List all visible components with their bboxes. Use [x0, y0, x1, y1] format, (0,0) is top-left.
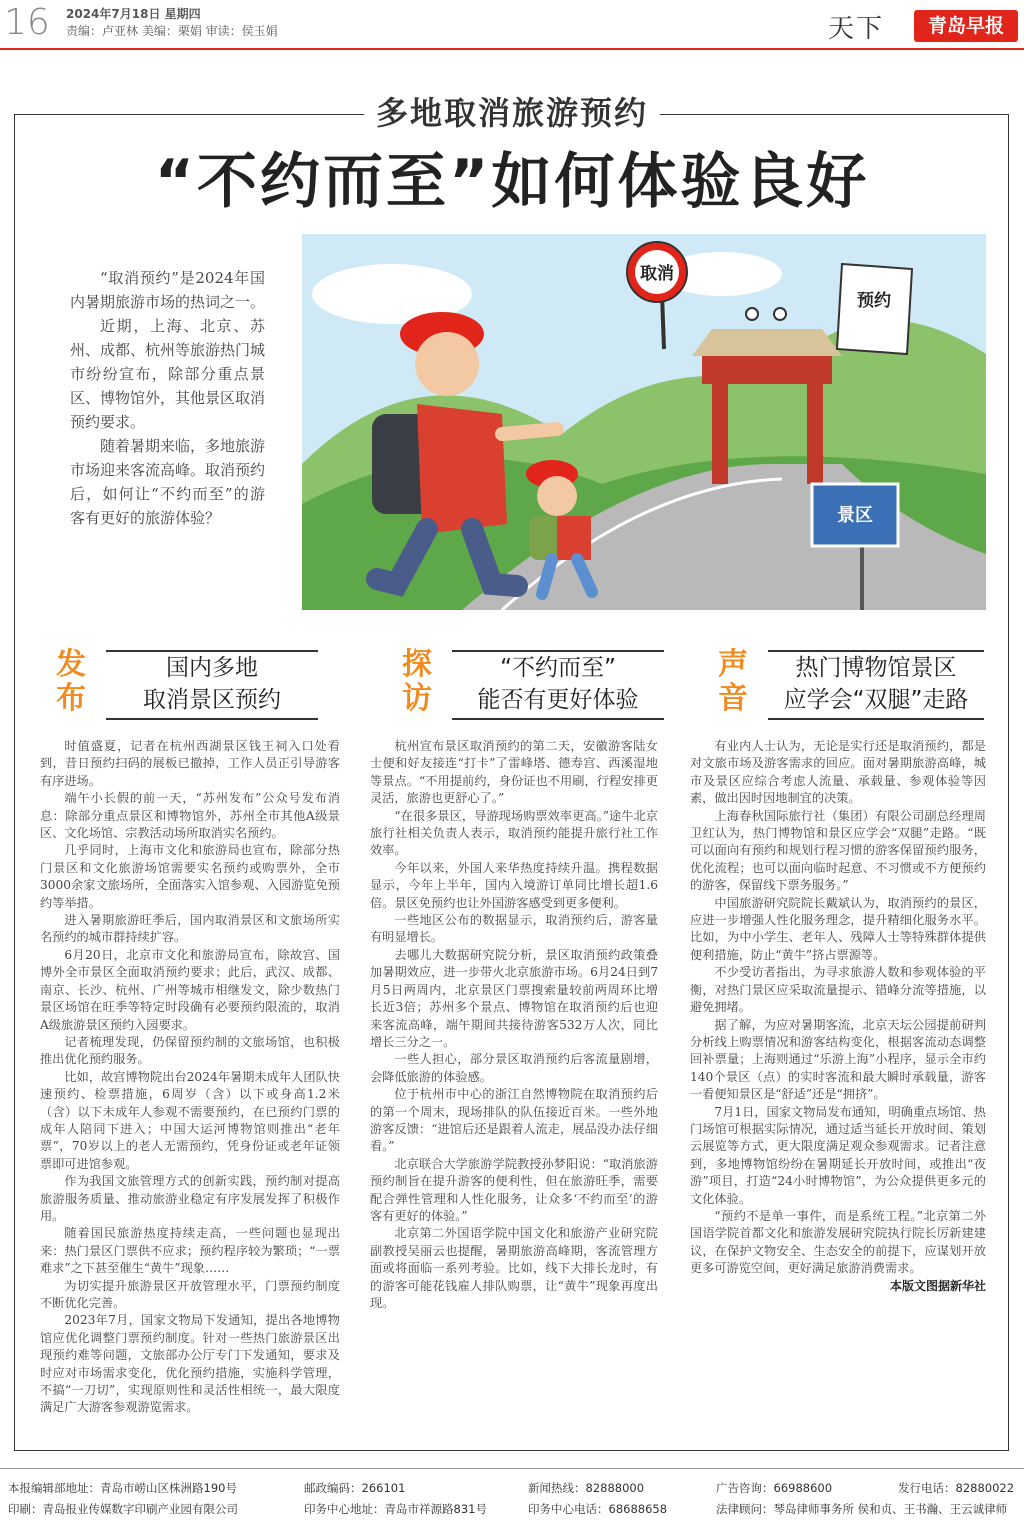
masthead: [0, 0, 1024, 46]
frame-bottom: [14, 1450, 1009, 1451]
header-meta: [66, 6, 278, 40]
section-title-line: 能否有更好体验: [477, 687, 639, 713]
article-title: “不约而至”如何体验良好: [154, 147, 870, 217]
scenic-sign-text: 景区: [837, 505, 873, 526]
body-paragraph: 记者梳理发现，仍保留预约制的文旅场馆，也积极推出优化预约服务。: [40, 1034, 340, 1067]
footer-printer: 印刷：青岛报业传媒数字印刷产业园有限公司: [8, 1502, 238, 1516]
body-paragraph: 位于杭州市中心的浙江自然博物院在取消预约后的第一个周末，现场排队的队伍接近百米。一些外地游客反馈：“进馆后还是跟着人流走，展品没办法仔细看。”: [370, 1087, 658, 1154]
body-paragraph: 北京第二外国语学院中国文化和旅游产业研究院副教授吴丽云也提醒，暑期旅游高峰期，客流管理方面或将面临一系列考验。比如，线下大排长龙时，有的游客可能花钱雇人排队购票，让“黄牛”现象再度出现。: [370, 1226, 658, 1310]
body-paragraph: 为切实提升旅游景区开放管理水平，门票预约制度不断优化完善。: [40, 1278, 340, 1310]
body-paragraph: 杭州宣布景区取消预约的第二天，安徽游客陆女士便和好友接连“打卡”了雷峰塔、德寿宫、西溪湿地等景点。“不用提前约，身份证也不用刷，行程安排更灵活，旅游也更舒心了。”: [370, 739, 658, 806]
section-head-release: [56, 648, 318, 720]
body-paragraph: 进入暑期旅游旺季后，国内取消景区和文旅场所实名预约的城市群持续扩容。: [40, 913, 340, 945]
body-paragraph: 中国旅游研究院院长戴斌认为，取消预约的景区，应进一步增强人性化服务理念，提升精细化服务水平。比如，为中小学生、老年人、残障人士等特殊群体提供便利措施，防止“黄牛”挤占票源等。: [690, 895, 986, 962]
body-paragraph: 比如，故宫博物院出台2024年暑期未成年人团队快速预约、检票措施，6周岁（含）以下或身高1.2米（含）以下未成年人参观不需要预约，在已预约门票的成年人陪同下进入；中国大运河博物馆则推出“老年票”，70岁以上的老人无需预约，凭身份证或老年证领票即可进馆参观。: [40, 1069, 340, 1171]
body-paragraph: 作为我国文旅管理方式的创新实践，预约制对提高旅游服务质量、推动旅游业稳定有序发展发挥了积极作用。: [40, 1174, 340, 1223]
body-paragraph: 端午小长假的前一天，“苏州发布”公众号发布消息：除部分重点景区和博物馆外，苏州全市其他A级景区、文化场馆、宗教活动场所取消实名预约。: [40, 791, 340, 841]
section-head-visit: [402, 648, 664, 720]
frame-top-left: [14, 114, 364, 115]
footer-legal: 法律顾问：琴岛律师事务所 侯和贞、王书瀚、王云诚律师: [716, 1502, 1008, 1516]
section-rule-bottom: [106, 718, 318, 720]
body-paragraph: 6月20日，北京市文化和旅游局宣布，除故宫、国博外全市景区全面取消预约要求；此后，武汉、成都、南京、长沙、杭州、广州等城市相继发文，除少数热门景区场馆在旺季等特定时段确有必要预约限流的，取消A级旅游景区预约入园要求。: [40, 947, 340, 1032]
column-release: [40, 738, 340, 1417]
body-paragraph: 随着国民旅游热度持续走高，一些问题也显现出来：热门景区门票供不应求；预约程序较为繁琐；“一票难求”之下甚至催生“黄牛”现象……: [40, 1226, 340, 1276]
frame-right: [1008, 114, 1009, 1450]
body-paragraph: 有业内人士认为，无论是实行还是取消预约，都是对文旅市场及游客需求的回应。面对暑期旅游高峰，城市及景区应综合考虑人流量、承载量、参观体验等因素，做出因时因地制宜的决策。: [690, 739, 986, 806]
footer-print-phone: 印务中心电话：68688658: [528, 1502, 668, 1516]
column-visit: [370, 738, 658, 1312]
cartoon-svg: [302, 234, 986, 610]
footer-news-hotline: 新闻热线：82888000: [528, 1481, 645, 1495]
body-paragraph: 北京联合大学旅游学院教授孙梦阳说：“取消旅游预约制旨在提升游客的便利性，但在旅游旺季，需要配合弹性管理和人性化服务，让众多‘不约而至’的游客有更好的体验。”: [370, 1156, 658, 1223]
body-paragraph: 时值盛夏，记者在杭州西湖景区钱王祠入口处看到，昔日预约扫码的展板已撤掉，工作人员正引导游客有序进场。: [40, 739, 340, 788]
frame-top-right: [660, 114, 1009, 115]
section-title-line: 热门博物馆景区: [795, 655, 957, 681]
body-paragraph: 一些人担心，部分景区取消预约后客流量剧增，会降低旅游的体验感。: [370, 1052, 658, 1084]
footer-print-address: 印务中心地址：青岛市祥源路831号: [304, 1502, 487, 1516]
reserve-sign-text: 预约: [857, 291, 891, 311]
footer-address: 本报编辑部地址：青岛市崂山区株洲路190号: [8, 1481, 237, 1495]
body-paragraph: 去哪儿大数据研究院分析，景区取消预约政策叠加暑期效应，进一步带火北京旅游市场。6月24日到7月5日两周内，北京景区门票搜索量较前两周环比增长近3倍；苏州多个景点、博物馆在取消预约后也迎来客流高峰，端午期间共接待游客532万人次，同比增长三分之一。: [370, 947, 658, 1049]
body-paragraph: 据了解，为应对暑期客流，北京天坛公园提前研判分析线上购票情况和游客结构变化，根据客流动态调整回补票量；上海则通过“乐游上海”小程序，显示全市约140个景区（点）的实时客流和最大瞬时承载量，游客一看便知景区是“舒适”还是“拥挤”。: [690, 1017, 986, 1102]
frame-left: [14, 114, 15, 1450]
body-paragraph: 7月1日，国家文物局发布通知，明确重点场馆、热门场馆可根据实际情况，通过适当延长开放时间、策划云展览等方式，更大限度满足观众参观需求。记者注意到，多地博物馆纷纷在暑期延长开放时间，或推出“夜游”项目，打造“24小时博物馆”，为公众提供更多元的文化体验。: [690, 1104, 986, 1206]
issue-date: 2024年7月18日 星期四: [66, 7, 201, 21]
intro-paragraph: 随着暑期来临，多地旅游市场迎来客流高峰。取消预约后，如何让“不约而至”的游客有更好的旅游体验？: [70, 437, 266, 527]
photo-credit: 本版文图据新华社: [889, 1278, 986, 1293]
intro-text: [70, 266, 265, 530]
section-title-line: 取消景区预约: [143, 687, 281, 713]
body-paragraph: 上海春秋国际旅行社（集团）有限公司副总经理周卫红认为，热门博物馆和景区应学会“双腿”走路。“既可以面向有预约和规划行程习惯的游客保留预约服务，优化流程；也可以面向临时起意、不习惯或不方便预约的游客，保留线下票务服务。”: [690, 808, 986, 893]
section-rule-bottom: [768, 718, 984, 720]
page-number: 16: [4, 2, 50, 43]
section-title: [106, 652, 318, 716]
body-paragraph: 几乎同时，上海市文化和旅游局也宣布，除部分热门景区和文化旅游场馆需要实名预约或购票外，全市3000余家文旅场所，全面落实入馆参观、入园游览免预约等举措。: [40, 843, 340, 910]
footer: [0, 1470, 1024, 1531]
section-title-line: “不约而至”: [500, 655, 616, 681]
footer-ad-phone: 广告咨询：66988600: [716, 1481, 833, 1495]
editor-credits: 责编：卢亚林 美编：栗娟 审读：侯玉娟: [66, 24, 278, 38]
footer-rule: [0, 1468, 1024, 1469]
intro-paragraph: “取消预约”是2024年国内暑期旅游市场的热词之一。: [70, 269, 266, 311]
body-paragraph: 今年以来，外国人来华热度持续升温。携程数据显示，今年上半年，国内入境游订单同比增长超1.6倍。景区免预约也让外国游客感受到更多便利。: [370, 860, 658, 910]
section-name: 天下: [828, 14, 885, 44]
section-rule-bottom: [452, 718, 664, 720]
newspaper-logo: 青岛早报: [914, 10, 1018, 42]
intro-paragraph: 近期，上海、北京、苏州、成都、杭州等旅游热门城市纷纷宣布，除部分重点景区、博物馆外，其他景区取消预约要求。: [70, 317, 266, 431]
body-paragraph: 2023年7月，国家文物局下发通知，提出各地博物馆应优化调整门票预约制度。针对一些热门旅游景区出现预约难等问题，文旅部办公厅专门下发通知，要求及时应对市场需求变化，优化预约措施，实施科学管理，不搞“一刀切”，实现原则性和灵活性相统一，最大限度满足广大游客参观游览需求。: [40, 1313, 340, 1415]
section-title: [768, 652, 984, 716]
section-title: [452, 652, 664, 716]
section-head-voice: [718, 648, 984, 720]
header-rule: [0, 48, 1024, 50]
article-subtitle: 多地取消旅游预约: [375, 94, 648, 132]
section-tag: 探访: [402, 647, 432, 716]
footer-postcode: 邮政编码：266101: [304, 1481, 406, 1495]
section-title-line: 国内多地: [166, 655, 258, 681]
body-paragraph: “在很多景区，导游现场购票效率更高。”途牛北京旅行社相关负责人表示，取消预约能提升旅行社工作效率。: [370, 808, 658, 858]
section-title-line: 应学会“双腿”走路: [783, 687, 969, 713]
cartoon-illustration: [302, 234, 986, 610]
footer-distribution-phone: 发行电话：82880022: [898, 1481, 1015, 1495]
body-paragraph: “预约不是单一事件，而是系统工程。”北京第二外国语学院首都文化和旅游发展研究院执行院长厉新建建议，在保护文物安全、生态安全的前提下，应谋划开放更多可游览空间，更好满足旅游消费需求。: [690, 1208, 986, 1276]
cancel-sign-text: 取消: [640, 264, 674, 284]
section-tag: 声音: [718, 647, 748, 716]
section-tag: 发布: [56, 647, 86, 716]
column-voice: [690, 738, 986, 1295]
body-paragraph: 一些地区公布的数据显示，取消预约后，游客量有明显增长。: [370, 913, 658, 945]
body-paragraph: 不少受访者指出，为寻求旅游人数和参观体验的平衡，对热门景区应采取流量提示、错峰分流等措施，以避免拥堵。: [690, 965, 986, 1015]
